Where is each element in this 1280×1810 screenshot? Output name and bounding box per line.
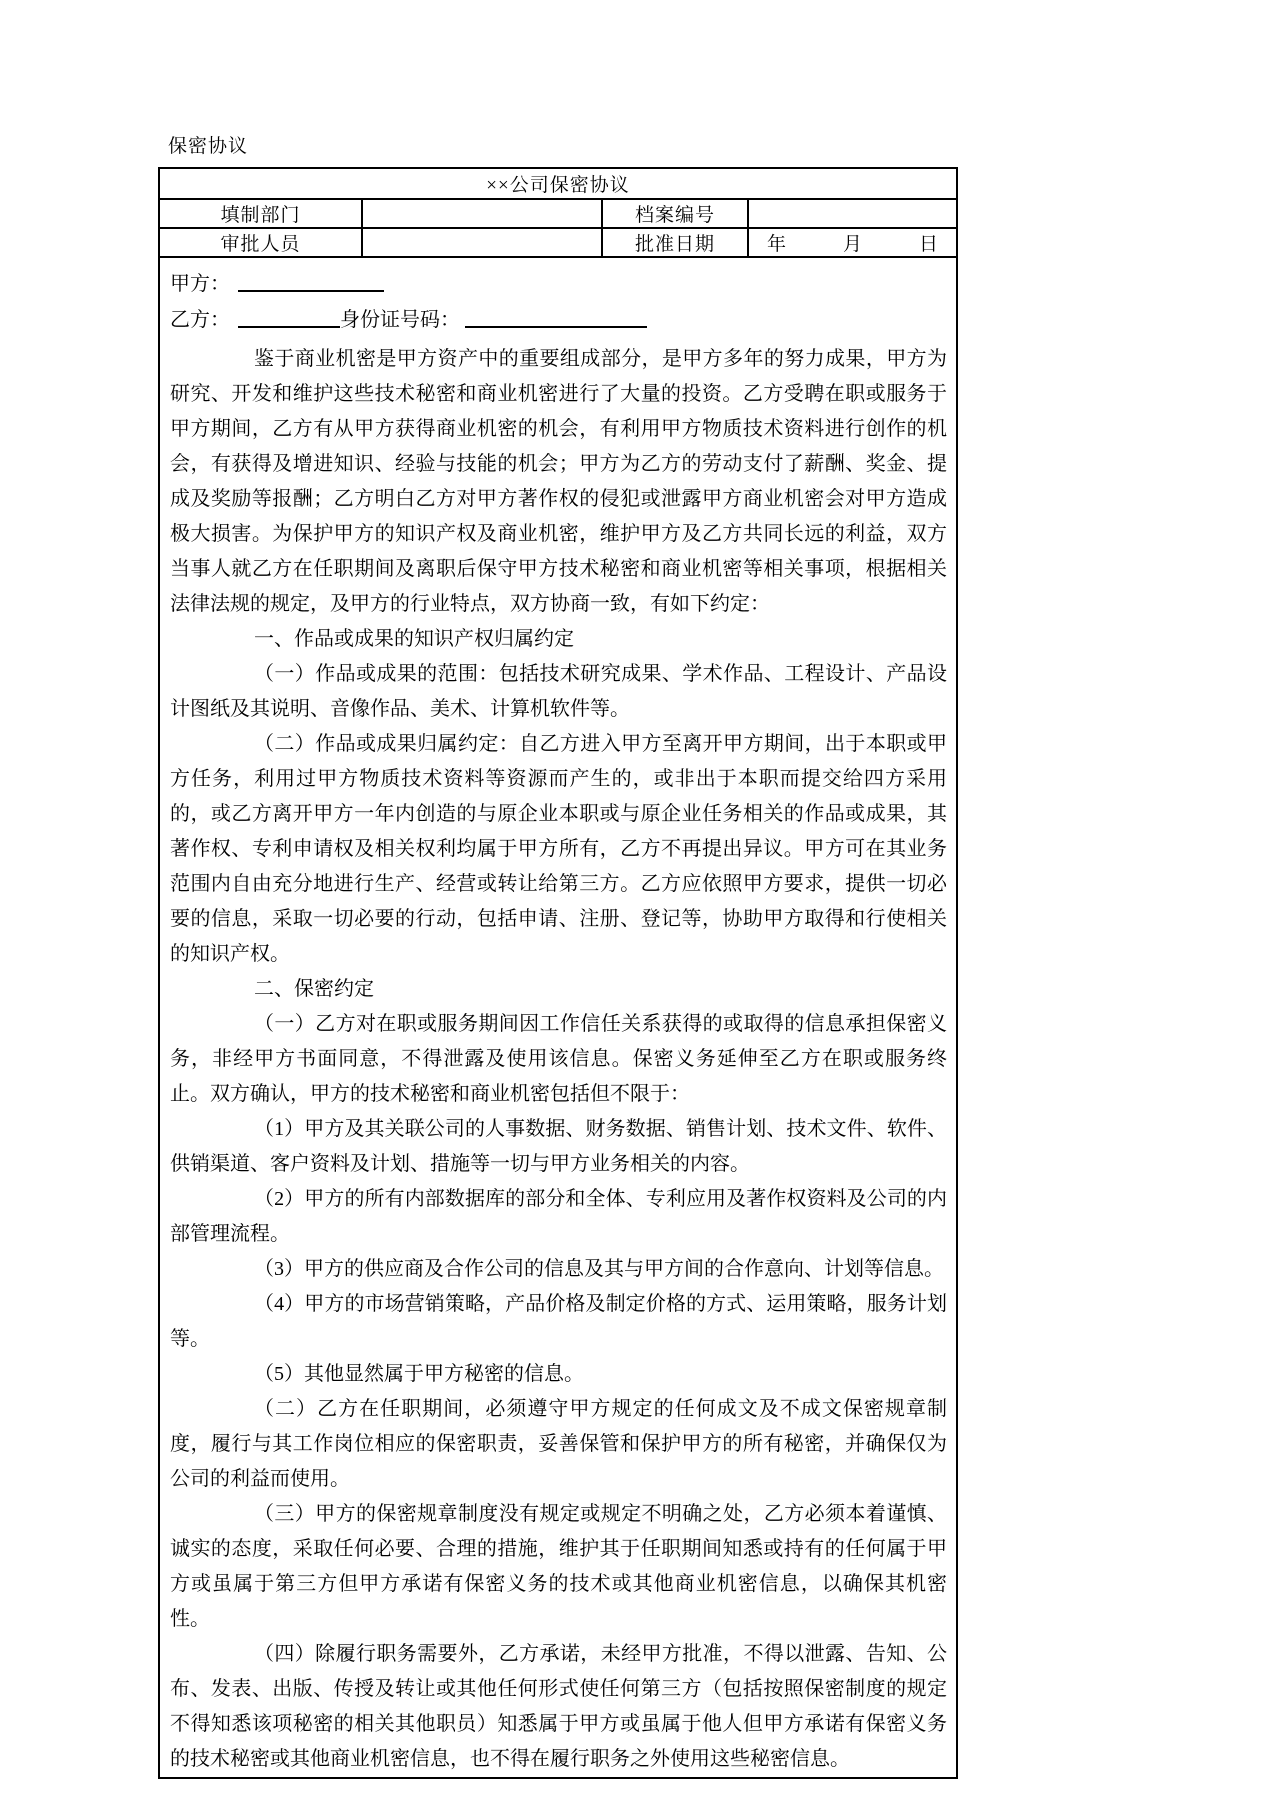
body-paragraph: （4）甲方的市场营销策略，产品价格及制定价格的方式、运用策略，服务计划等。 bbox=[170, 1293, 947, 1350]
party-b-blank[interactable] bbox=[238, 308, 340, 328]
party-b-label: 乙方： bbox=[170, 309, 230, 331]
dept-label: 填制部门 bbox=[159, 199, 362, 228]
document-sheet bbox=[158, 134, 956, 1779]
body-paragraph: 二、保密约定 bbox=[254, 978, 374, 1000]
body-paragraph: （一）乙方对在职或服务期间因工作信任关系获得的或取得的信息承担保密义务，非经甲方书面同意，不得泄露及使用该信息。保密义务延伸至乙方在职或服务终止。双方确认，甲方的技术秘密和商业机密包括但不限于： bbox=[170, 1013, 947, 1105]
body-row bbox=[159, 257, 957, 1778]
body-paragraph: （二）作品或成果归属约定：自乙方进入甲方至离开甲方期间，出于本职或甲方任务，利用过甲方物质技术资料等资源而产生的，或非出于本职而提交给四方采用的，或乙方离开甲方一年内创造的与原企业本职或与原企业任务相关的作品或成果，其著作权、专利申请权及相关权利均属于甲方所有，乙方不再提出异议。甲方可在其业务范围内自由充分地进行生产、经营或转让给第三方。乙方应依照甲方要求，提供一切必要的信息，采取一切必要的行动，包括申请、注册、登记等，协助甲方取得和行使相关的知识产权。 bbox=[170, 733, 947, 965]
approver-value-cell[interactable] bbox=[362, 228, 602, 257]
party-a-line bbox=[170, 266, 947, 302]
party-a-label: 甲方： bbox=[170, 273, 230, 295]
table-row bbox=[159, 199, 957, 228]
table-title-row bbox=[159, 168, 957, 199]
body-paragraph: （3）甲方的供应商及合作公司的信息及其与甲方间的合作意向、计划等信息。 bbox=[254, 1258, 944, 1280]
dept-value-cell[interactable] bbox=[362, 199, 602, 228]
body-paragraph: （一）作品或成果的范围：包括技术研究成果、学术作品、工程设计、产品设计图纸及其说明、音像作品、美术、计算机软件等。 bbox=[170, 663, 947, 720]
approve-date-value-cell[interactable]: 年 月 日 bbox=[748, 228, 957, 257]
body-paragraph: （三）甲方的保密规章制度没有规定或规定不明确之处，乙方必须本着谨慎、诚实的态度，采取任何必要、合理的措施，维护其于任职期间知悉或持有的任何属于甲方或虽属于第三方但甲方承诺有保密义务的技术或其他商业机密信息，以确保其机密性。 bbox=[170, 1503, 947, 1630]
file-no-value-cell[interactable] bbox=[748, 199, 957, 228]
table-title: ××公司保密协议 bbox=[159, 168, 957, 199]
body-paragraph: （2）甲方的所有内部数据库的部分和全体、专利应用及著作权资料及公司的内部管理流程。 bbox=[170, 1188, 947, 1245]
body-paragraph: 一、作品或成果的知识产权归属约定 bbox=[254, 628, 574, 650]
body-paragraph: 鉴于商业机密是甲方资产中的重要组成部分，是甲方多年的努力成果，甲方为研究、开发和维护这些技术秘密和商业机密进行了大量的投资。乙方受聘在职或服务于甲方期间，乙方有从甲方获得商业机密的机会，有利用甲方物质技术资料进行创作的机会，有获得及增进知识、经验与技能的机会；甲方为乙方的劳动支付了薪酬、奖金、提成及奖励等报酬；乙方明白乙方对甲方著作权的侵犯或泄露甲方商业机密会对甲方造成极大损害。为保护甲方的知识产权及商业机密，维护甲方及乙方共同长远的利益，双方当事人就乙方在任职期间及离职后保守甲方技术秘密和商业机密等相关事项，根据相关法律法规的规定，及甲方的行业特点，双方协商一致，有如下约定： bbox=[170, 348, 947, 615]
agreement-table bbox=[158, 167, 958, 1779]
doc-heading: 保密协议 bbox=[168, 136, 249, 157]
agreement-body-text bbox=[170, 342, 947, 1777]
party-a-blank[interactable] bbox=[238, 272, 384, 292]
file-no-label: 档案编号 bbox=[602, 199, 748, 228]
id-number-label: 身份证号码： bbox=[340, 309, 460, 331]
body-paragraph: （5）其他显然属于甲方秘密的信息。 bbox=[254, 1363, 584, 1385]
body-paragraph: （1）甲方及其关联公司的人事数据、财务数据、销售计划、技术文件、软件、供销渠道、客户资料及计划、措施等一切与甲方业务相关的内容。 bbox=[170, 1118, 947, 1175]
approver-label: 审批人员 bbox=[159, 228, 362, 257]
body-paragraph: （二）乙方在任职期间，必须遵守甲方规定的任何成文及不成文保密规章制度，履行与其工作岗位相应的保密职责，妥善保管和保护甲方的所有秘密，并确保仅为公司的利益而使用。 bbox=[170, 1398, 947, 1490]
id-number-blank[interactable] bbox=[465, 308, 647, 328]
approve-date-label: 批准日期 bbox=[602, 228, 748, 257]
body-paragraph: （四）除履行职务需要外，乙方承诺，未经甲方批准，不得以泄露、告知、公布、发表、出版、传授及转让或其他任何形式使任何第三方（包括按照保密制度的规定不得知悉该项秘密的相关其他职员）知悉属于甲方或虽属于他人但甲方承诺有保密义务的技术秘密或其他商业机密信息，也不得在履行职务之外使用这些秘密信息。 bbox=[170, 1643, 947, 1770]
party-b-line bbox=[170, 302, 947, 338]
body-cell bbox=[159, 257, 957, 1778]
table-row bbox=[159, 228, 957, 257]
